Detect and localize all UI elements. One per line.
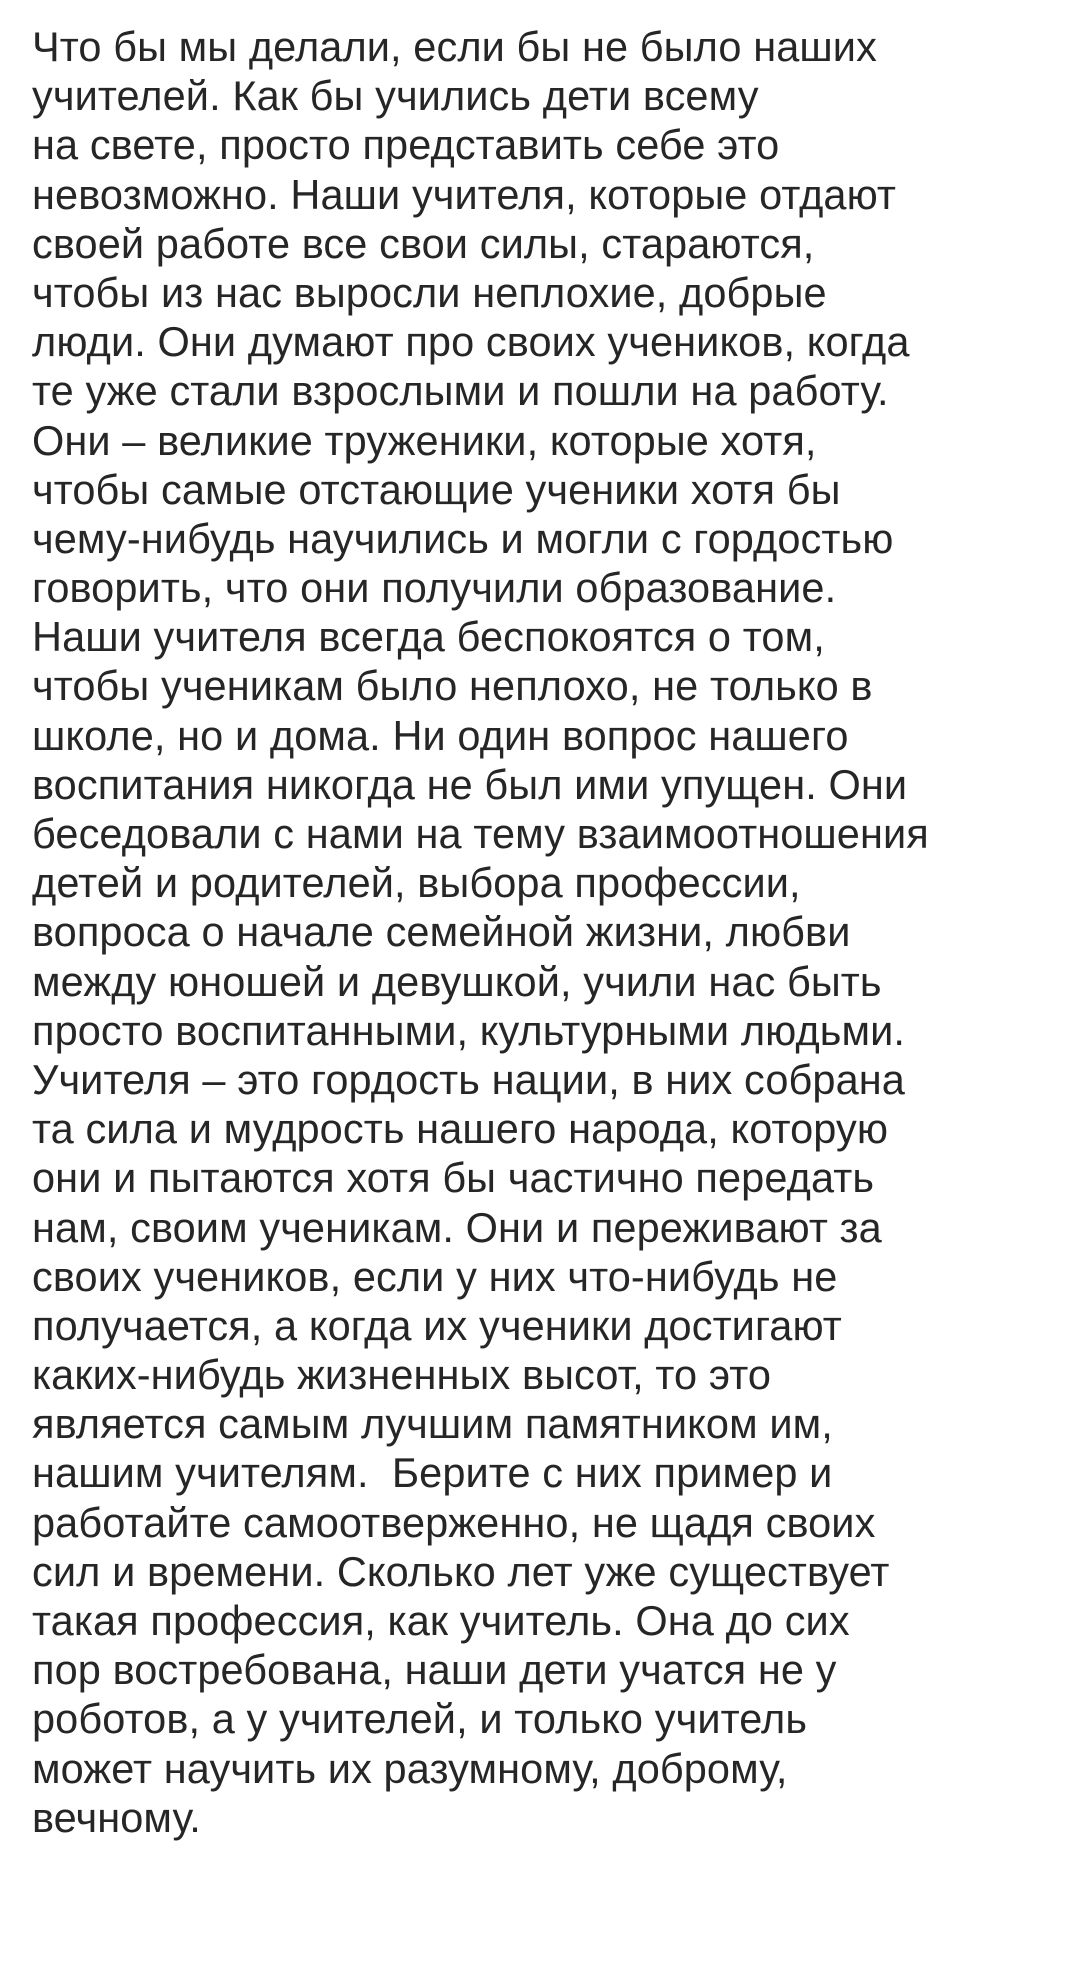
text-line: такая профессия, как учитель. Она до сих xyxy=(32,1597,850,1644)
text-line: может научить их разумному, доброму, xyxy=(32,1744,788,1792)
text-line: беседовали с нами на тему взаимоотношения xyxy=(32,810,929,857)
text-line: вопроса о начале семейной жизни, любви xyxy=(32,908,851,956)
text-line: на свете, просто представить себе это xyxy=(32,121,780,169)
text-line: невозможно. Наши учителя, которые отдают xyxy=(32,170,897,218)
text-line: школе, но и дома. Ни один вопрос нашего xyxy=(32,711,849,759)
text-line: говорить, что они получили образование. xyxy=(32,564,837,612)
text-line: люди. Они думают про своих учеников, когда xyxy=(32,318,910,366)
text-line: работайте самоотверженно, не щадя своих xyxy=(32,1498,876,1546)
text-line: чтобы ученикам было неплохо, не только в xyxy=(32,662,873,710)
text-line: является самым лучшим памятником им, xyxy=(32,1400,833,1448)
text-line: чтобы из нас выросли неплохие, добрые xyxy=(32,268,827,316)
text-line: та сила и мудрость нашего народа, которую xyxy=(32,1105,889,1153)
text-line: Учителя – это гордость нации, в них собрана xyxy=(32,1055,905,1103)
text-line: Они – великие труженики, которые хотя, xyxy=(32,416,817,464)
text-line: просто воспитанными, культурными людьми. xyxy=(32,1006,906,1054)
text-line: своей работе все свои силы, стараются, xyxy=(32,219,815,267)
text-line: те уже стали взрослыми и пошли на работу. xyxy=(32,367,889,415)
text-line: каких-нибудь жизненных высот, то это xyxy=(32,1351,772,1399)
text-line: получается, а когда их ученики достигают xyxy=(32,1301,842,1349)
text-line: пор востребована, наши дети учатся не у xyxy=(32,1646,837,1694)
text-line: сил и времени. Сколько лет уже существует xyxy=(32,1547,890,1595)
text-line: они и пытаются хотя бы частично передать xyxy=(32,1154,875,1202)
text-line: нам, своим ученикам. Они и переживают за xyxy=(32,1203,882,1251)
text-line: Наши учителя всегда беспокоятся о том, xyxy=(32,613,825,661)
text-line: между юношей и девушкой, учили нас быть xyxy=(32,957,882,1005)
text-line: чтобы самые отстающие ученики хотя бы xyxy=(32,465,841,513)
text-line: Что бы мы делали, если бы не было наших xyxy=(32,23,877,70)
essay-text xyxy=(32,22,1062,1842)
text-line: роботов, а у учителей, и только учитель xyxy=(32,1695,808,1743)
text-line: детей и родителей, выбора профессии, xyxy=(32,859,801,907)
text-line: воспитания никогда не был ими упущен. Они xyxy=(32,760,908,808)
text-line: нашим учителям. Берите с них пример и xyxy=(32,1449,833,1497)
text-line: чему-нибудь научились и могли с гордостью xyxy=(32,514,894,562)
text-line: учителей. Как бы учились дети всему xyxy=(32,72,759,120)
text-line: вечному. xyxy=(32,1793,201,1841)
text-line: своих учеников, если у них что-нибудь не xyxy=(32,1252,838,1300)
